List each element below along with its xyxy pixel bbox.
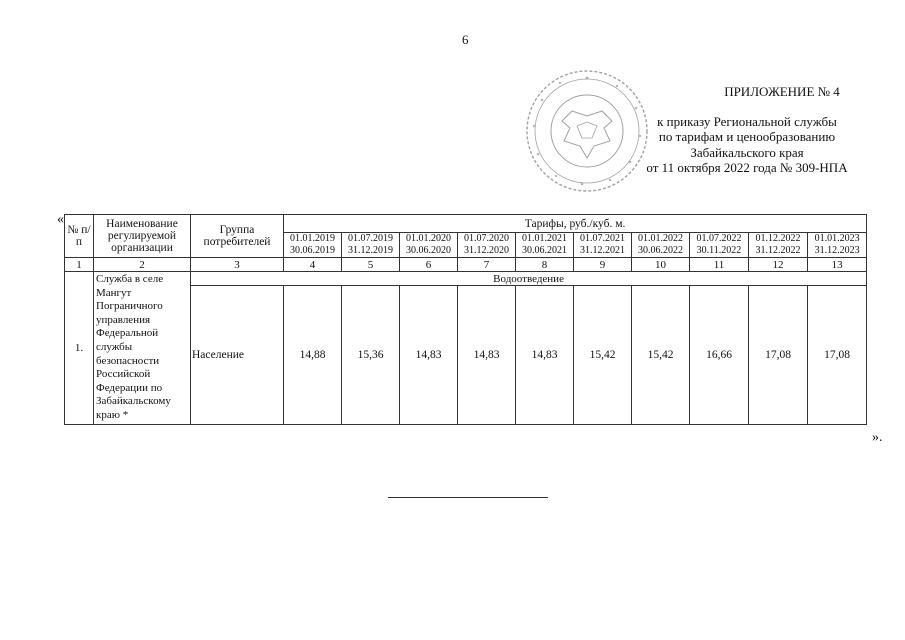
period-to: 31.12.2019 — [348, 245, 393, 256]
header-period — [458, 233, 516, 258]
column-number: 6 — [400, 258, 458, 272]
tariff-value: 17,08 — [808, 286, 867, 425]
header-period — [284, 233, 342, 258]
period-from: 01.01.2021 — [522, 233, 567, 244]
period-to: 31.12.2021 — [580, 245, 625, 256]
opening-quote: « — [57, 212, 64, 227]
closing-quote: ». — [872, 430, 883, 445]
period-from: 01.01.2022 — [638, 233, 683, 244]
tariff-value: 15,36 — [342, 286, 400, 425]
period-from: 01.01.2019 — [290, 233, 335, 244]
header-period — [690, 233, 749, 258]
column-number: 10 — [632, 258, 690, 272]
period-from: 01.01.2023 — [814, 233, 860, 244]
tariff-value: 14,83 — [400, 286, 458, 425]
header-consumer-group: Группа потребителей — [191, 215, 284, 258]
end-divider — [388, 497, 548, 498]
header-period — [516, 233, 574, 258]
tariff-value: 15,42 — [632, 286, 690, 425]
period-to: 30.11.2022 — [696, 245, 742, 256]
column-number: 13 — [808, 258, 867, 272]
row-number: 1. — [65, 272, 94, 425]
header-period — [342, 233, 400, 258]
header-num: № п/п — [65, 215, 94, 258]
header-period — [574, 233, 632, 258]
period-to: 30.06.2022 — [638, 245, 683, 256]
column-number: 9 — [574, 258, 632, 272]
appendix-line: от 11 октября 2022 года № 309-НПА — [646, 160, 848, 175]
tariff-value: 16,66 — [690, 286, 749, 425]
period-from: 01.07.2022 — [696, 233, 742, 244]
header-tariffs: Тарифы, руб./куб. м. — [284, 215, 867, 233]
column-number: 2 — [94, 258, 191, 272]
period-to: 31.12.2022 — [755, 245, 801, 256]
column-number: 1 — [65, 258, 94, 272]
column-number: 3 — [191, 258, 284, 272]
period-to: 30.06.2021 — [522, 245, 567, 256]
appendix-line: по тарифам и ценообразованию — [658, 129, 836, 144]
period-from: 01.12.2022 — [755, 233, 801, 244]
tariff-value: 14,83 — [458, 286, 516, 425]
column-number: 11 — [690, 258, 749, 272]
column-number: 12 — [749, 258, 808, 272]
period-to: 31.12.2020 — [464, 245, 509, 256]
appendix-title: ПРИЛОЖЕНИЕ № 4 — [724, 84, 840, 99]
service-label: Водоотведение — [191, 272, 867, 286]
organization-name: Служба в селе Мангут Пограничного управления Федеральной службы безопасности Российской Федерации по Забайкальскому краю * — [94, 272, 191, 425]
header-period — [808, 233, 867, 258]
period-from: 01.01.2020 — [406, 233, 451, 244]
column-number: 8 — [516, 258, 574, 272]
header-organization: Наименование регулируемой организации — [94, 215, 191, 258]
header-period — [400, 233, 458, 258]
column-number: 5 — [342, 258, 400, 272]
page-number: 6 — [462, 32, 469, 47]
appendix-line: к приказу Региональной службы — [657, 113, 837, 129]
period-from: 01.07.2019 — [348, 233, 393, 244]
tariff-value: 15,42 — [574, 286, 632, 425]
tariff-value: 17,08 — [749, 286, 808, 425]
period-from: 01.07.2020 — [464, 233, 509, 244]
appendix-header — [612, 84, 882, 176]
period-from: 01.07.2021 — [580, 233, 625, 244]
period-to: 31.12.2023 — [814, 245, 860, 256]
column-number: 4 — [284, 258, 342, 272]
consumer-group: Население — [191, 286, 284, 425]
tariff-value: 14,88 — [284, 286, 342, 425]
header-period — [632, 233, 690, 258]
period-to: 30.06.2019 — [290, 245, 335, 256]
period-to: 30.06.2020 — [406, 245, 451, 256]
appendix-line: Забайкальского края — [690, 144, 804, 160]
column-number: 7 — [458, 258, 516, 272]
tariff-table — [64, 214, 867, 425]
tariff-value: 14,83 — [516, 286, 574, 425]
header-period — [749, 233, 808, 258]
